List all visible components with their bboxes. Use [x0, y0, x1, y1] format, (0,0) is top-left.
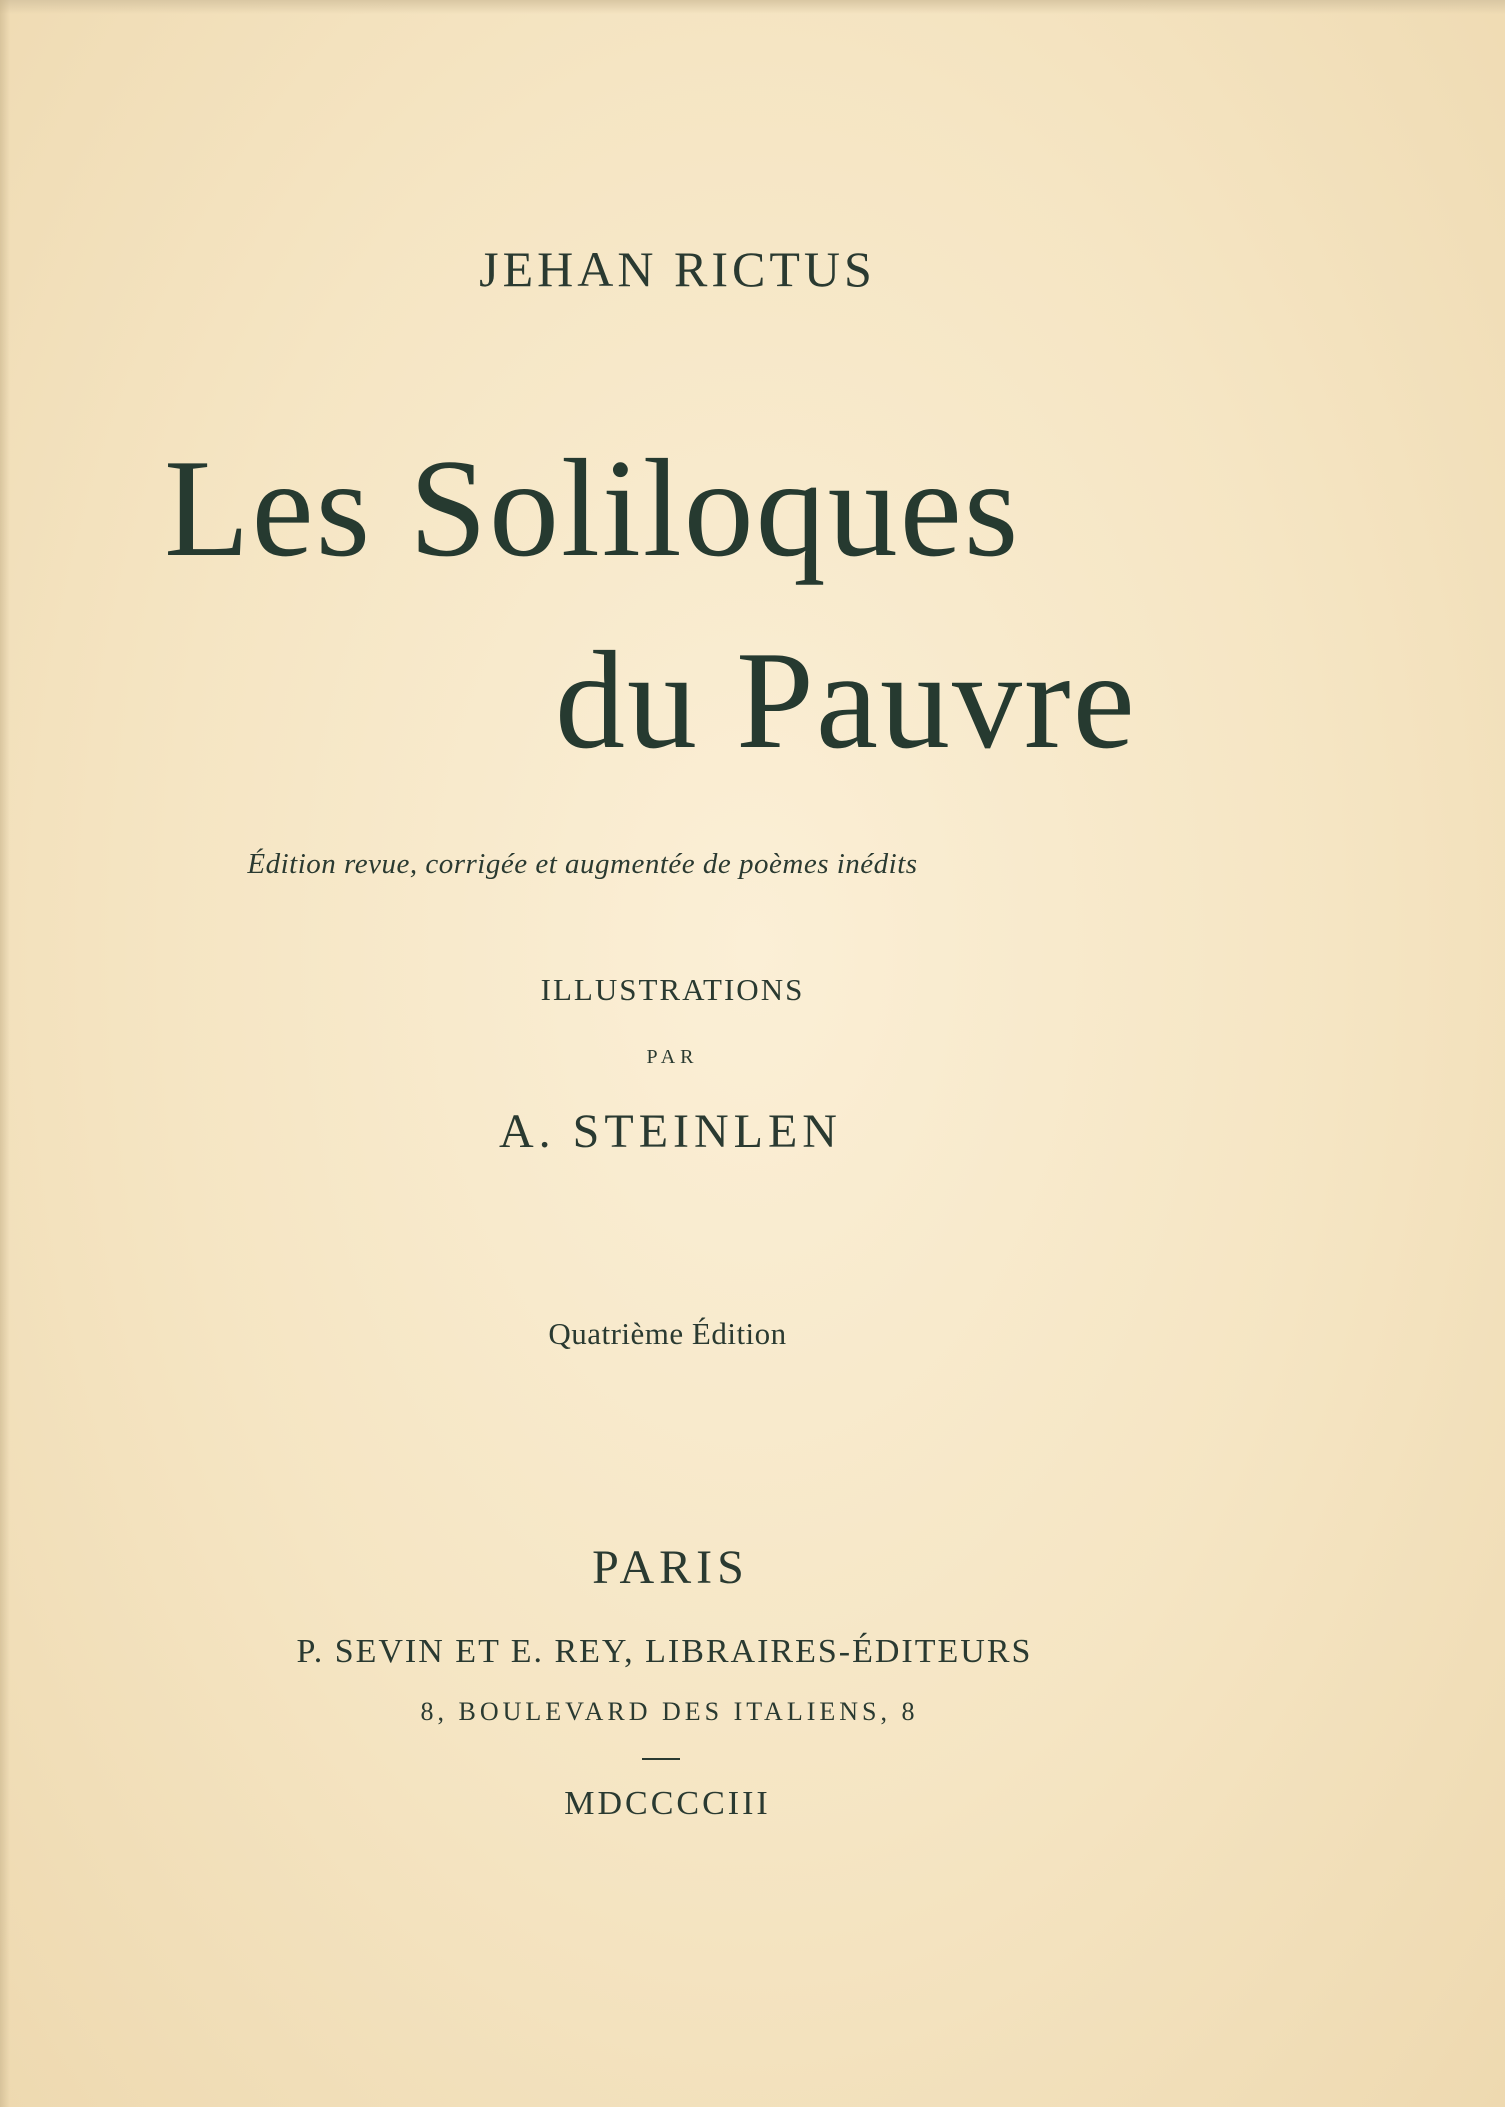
publisher-name: P. SEVIN ET E. REY, LIBRAIRES-ÉDITEURS — [296, 1633, 1033, 1670]
illustrations-label: ILLUSTRATIONS — [540, 972, 805, 1007]
book-title-line-2: du Pauvre — [555, 623, 1137, 778]
paper-top-edge — [0, 0, 1505, 14]
edition-number: Quatrième Édition — [548, 1316, 787, 1351]
by-label: PAR — [646, 1046, 699, 1068]
divider-rule — [642, 1758, 680, 1760]
illustrator-name: A. STEINLEN — [499, 1105, 842, 1158]
publication-year: MDCCCCIII — [564, 1785, 771, 1822]
book-title-line-1: Les Soliloques — [164, 431, 1021, 586]
edition-note: Édition revue, corrigée et augmentée de poèmes inédits — [247, 848, 918, 880]
publisher-address: 8, BOULEVARD DES ITALIENS, 8 — [420, 1697, 919, 1726]
author-name: JEHAN RICTUS — [479, 241, 876, 297]
publication-city: PARIS — [592, 1541, 749, 1594]
